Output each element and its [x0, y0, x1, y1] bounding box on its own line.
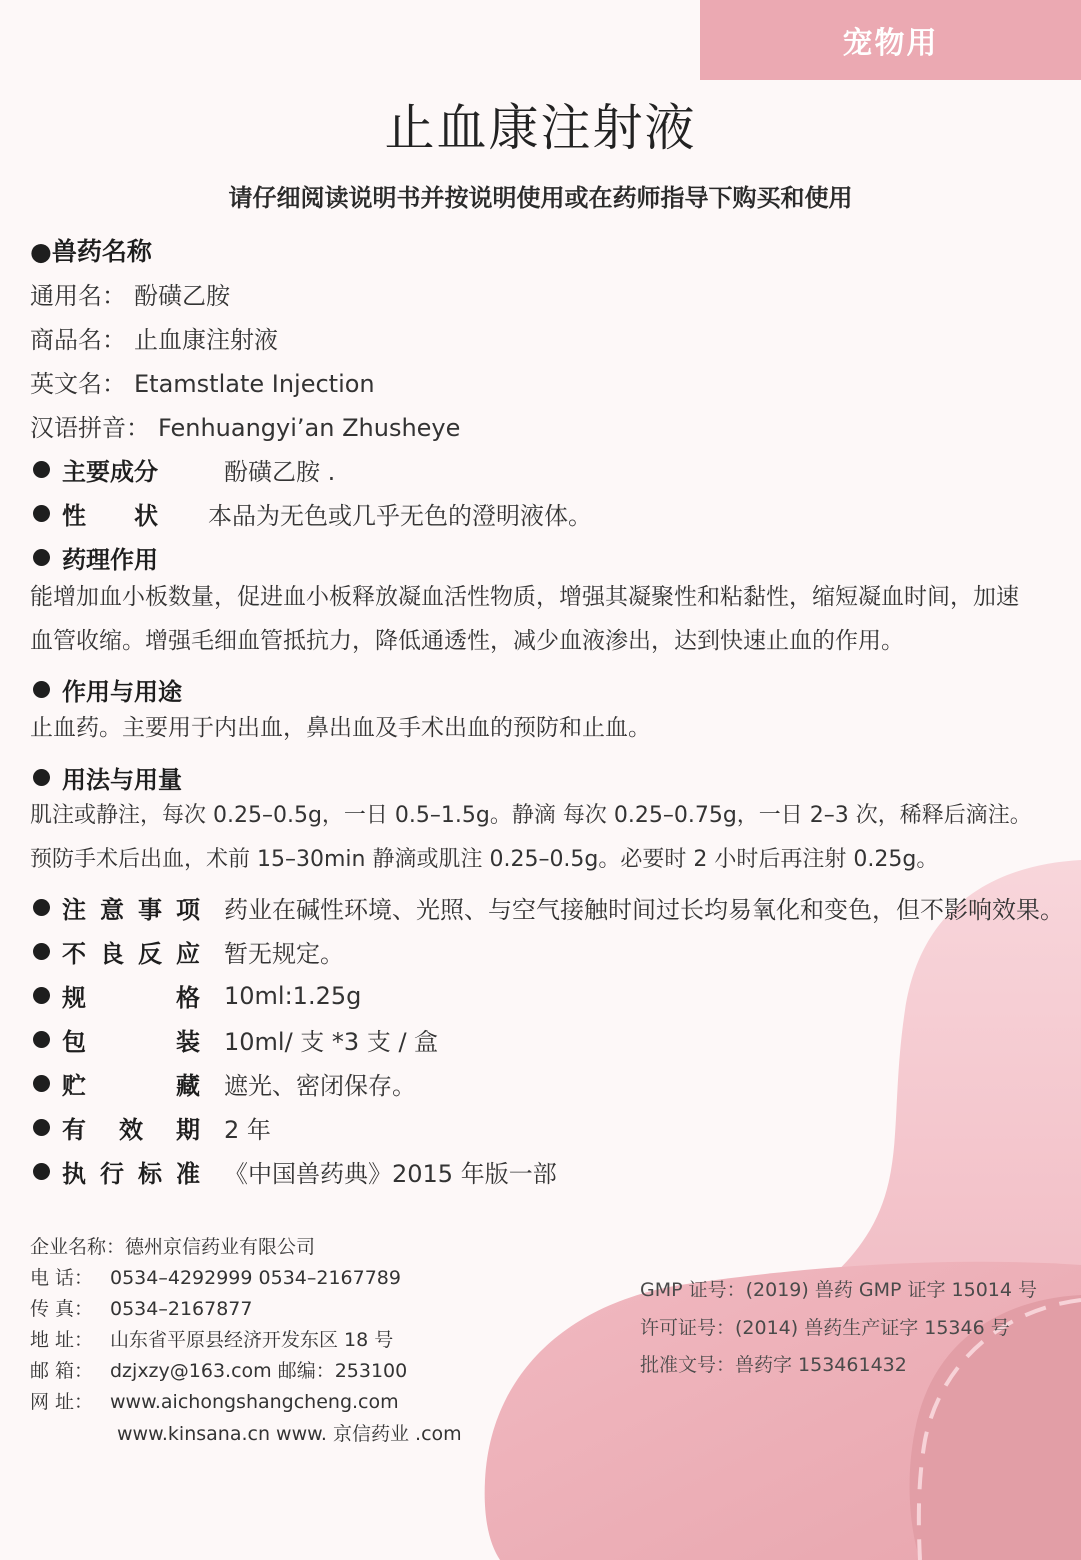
spec-label [62, 1022, 200, 1057]
spec-label [62, 1154, 200, 1189]
pharmacology-label: 药理作用 [62, 546, 158, 574]
phone-value: 0534–4292999 0534–2167789 [110, 1267, 401, 1289]
property-row [30, 496, 592, 531]
spec-value: 2 年 [224, 1116, 271, 1144]
approval-number: 批准文号：兽药字 153461432 [640, 1354, 907, 1376]
english-name-row [30, 364, 375, 399]
spec-label-char: 标 [138, 1160, 162, 1188]
website-link-extra[interactable]: www.kinsana.cn www. 京信药业 .com [117, 1423, 462, 1445]
bullet-icon [33, 1119, 50, 1136]
spec-label-char: 行 [100, 1160, 124, 1188]
dosage-text [30, 794, 1065, 882]
spec-label-char: 意 [100, 896, 124, 924]
address-label: 地 址： [30, 1329, 94, 1351]
pet-use-tag: 宠物用 [700, 0, 1081, 80]
spec-row [30, 1110, 271, 1145]
bullet-icon [33, 505, 50, 522]
address-value: 山东省平原县经济开发东区 18 号 [110, 1329, 394, 1351]
spec-row [30, 934, 344, 969]
spec-row [30, 1154, 557, 1189]
section-vet-drug-name: ●兽药名称 [30, 237, 152, 266]
english-name-value: Etamstlate Injection [134, 370, 375, 398]
ingredient-value: 酚磺乙胺 . [224, 458, 336, 486]
bullet-icon [33, 1075, 50, 1092]
spec-label-char: 有 [62, 1116, 86, 1144]
generic-name-value: 酚磺乙胺 [134, 282, 230, 310]
spec-label-char: 规 [62, 984, 86, 1012]
bullet-icon [33, 1031, 50, 1048]
spec-label-char: 期 [176, 1116, 200, 1144]
website-link[interactable]: www.aichongshangcheng.com [110, 1391, 399, 1413]
spec-label-char: 格 [176, 984, 200, 1012]
bullet-icon [33, 681, 50, 698]
spec-label-char: 藏 [176, 1072, 200, 1100]
reading-notice: 请仔细阅读说明书并按说明使用或在药师指导下购买和使用 [228, 184, 853, 212]
spec-label-char: 包 [62, 1028, 86, 1056]
bullet-icon [33, 899, 50, 916]
spec-label-char: 反 [138, 940, 162, 968]
license-number: 许可证号：(2014) 兽药生产证字 15346 号 [640, 1317, 1010, 1339]
spec-row [30, 1022, 438, 1057]
email-label: 邮 箱： [30, 1360, 94, 1382]
dosage-line: 肌注或静注，每次 0.25–0.5g，一日 0.5–1.5g。静滴 每次 0.25–0.75g，一日 2–3 次，稀释后滴注。 [30, 803, 1032, 828]
pinyin-name-label: 汉语拼音： [30, 414, 150, 442]
bullet-icon [33, 1163, 50, 1180]
dosage-heading [30, 760, 182, 795]
fax-row [30, 1294, 252, 1321]
spec-value: 暂无规定。 [224, 940, 344, 968]
property-label-char: 性 [62, 502, 86, 530]
ingredient-row [30, 452, 335, 487]
usage-label: 作用与用途 [62, 678, 182, 706]
spec-row [30, 890, 1064, 925]
spec-label [62, 1110, 200, 1145]
english-name-label: 英文名： [30, 370, 126, 398]
usage-heading [30, 672, 182, 707]
spec-label [62, 934, 200, 969]
spec-label-char: 项 [176, 896, 200, 924]
trade-name-row [30, 320, 278, 355]
company-name-row [30, 1232, 315, 1259]
pinyin-name-row [30, 408, 460, 443]
pharmacology-line: 血管收缩。增强毛细血管抵抗力，降低通透性，减少血液渗出，达到快速止血的作用。 [30, 628, 904, 654]
phone-row [30, 1263, 401, 1290]
spec-label-char: 事 [138, 896, 162, 924]
trade-name-value: 止血康注射液 [134, 326, 278, 354]
bullet-icon [33, 769, 50, 786]
spec-value: 《中国兽药典》2015 年版一部 [224, 1160, 557, 1188]
property-label-char: 状 [134, 502, 158, 530]
trade-name-label: 商品名： [30, 326, 126, 354]
property-value: 本品为无色或几乎无色的澄明液体。 [208, 502, 592, 530]
product-title: 止血康注射液 [384, 99, 697, 157]
dosage-line: 预防手术后出血，术前 15–30min 静滴或肌注 0.25–0.5g。必要时 2 小时后再注射 0.25g。 [30, 847, 939, 872]
spec-label [62, 1066, 200, 1101]
spec-label [62, 890, 200, 925]
website-row [30, 1387, 399, 1414]
bullet-icon [33, 943, 50, 960]
generic-name-row [30, 276, 230, 311]
phone-label: 电 话： [30, 1267, 94, 1289]
spec-label-char: 装 [176, 1028, 200, 1056]
spec-label-char: 效 [119, 1116, 143, 1144]
spec-value: 10ml/ 支 *3 支 / 盒 [224, 1028, 439, 1056]
spec-value: 药业在碱性环境、光照、与空气接触时间过长均易氧化和变色，但不影响效果。 [224, 896, 1064, 924]
generic-name-label: 通用名： [30, 282, 126, 310]
spec-value: 10ml:1.25g [224, 981, 362, 1010]
ingredient-label: 主要成分 [62, 458, 158, 486]
spec-label-char: 良 [100, 940, 124, 968]
pharmacology-text [30, 575, 1065, 663]
dosage-label: 用法与用量 [62, 766, 182, 794]
pinyin-name-value: Fenhuangyi’an Zhusheye [158, 414, 461, 442]
spec-row [30, 978, 361, 1013]
spec-label-char: 准 [176, 1160, 200, 1188]
pharmacology-heading [30, 540, 158, 575]
company-name-label: 企业名称： [30, 1236, 126, 1258]
spec-label-char: 注 [62, 896, 86, 924]
company-name: 德州京信药业有限公司 [125, 1236, 316, 1258]
usage-text: 止血药。主要用于内出血，鼻出血及手术出血的预防和止血。 [30, 715, 651, 741]
spec-label-char: 不 [62, 940, 86, 968]
spec-label-char: 应 [176, 940, 200, 968]
bullet-icon [33, 549, 50, 566]
property-label [62, 496, 158, 531]
bullet-icon [33, 987, 50, 1004]
pharmacology-line: 能增加血小板数量，促进血小板释放凝血活性物质，增强其凝聚性和粘黏性，缩短凝血时间，加速 [30, 584, 1019, 610]
spec-row [30, 1066, 416, 1101]
spec-label-char: 执 [62, 1160, 86, 1188]
website-label: 网 址： [30, 1391, 94, 1413]
spec-label-char: 贮 [62, 1072, 86, 1100]
email-row [30, 1356, 407, 1383]
email-value: dzjxzy@163.com 邮编：253100 [110, 1360, 408, 1382]
bullet-icon [33, 461, 50, 478]
address-row [30, 1325, 393, 1352]
spec-label [62, 978, 200, 1013]
spec-value: 遮光、密闭保存。 [224, 1072, 416, 1100]
fax-label: 传 真： [30, 1298, 94, 1320]
gmp-certificate: GMP 证号：(2019) 兽药 GMP 证字 15014 号 [640, 1279, 1038, 1301]
fax-value: 0534–2167877 [110, 1298, 253, 1320]
